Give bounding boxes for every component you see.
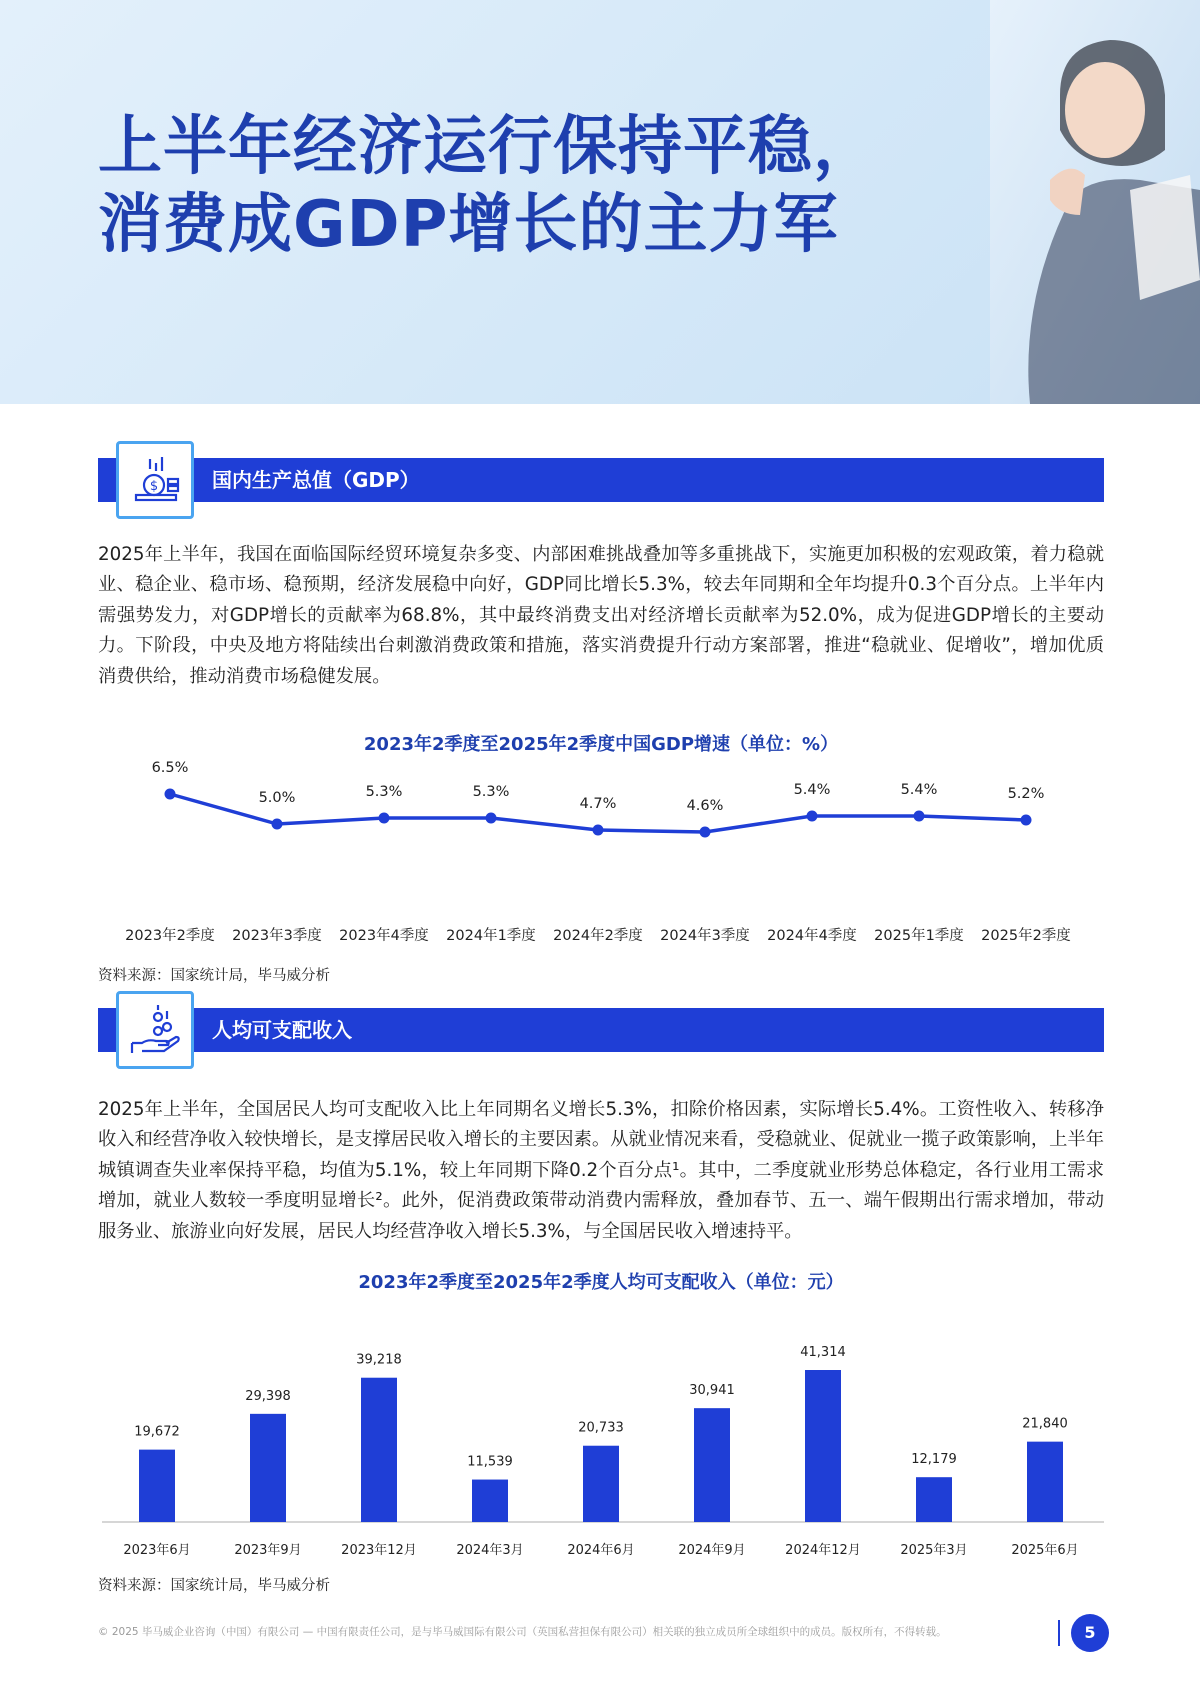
hero-photo bbox=[990, 0, 1200, 404]
gdp-value-label-6: 4.6% bbox=[686, 798, 724, 814]
gdp-paragraph: 2025年上半年，我国在面临国际经贸环境复杂多变、内部困难挑战叠加等多重挑战下，实施更加积极的宏观政策，着力稳就业、稳企业、稳市场、稳预期，经济发展稳中向好，GDP同比增长5.3%，较去年同期和全年均提升0.3个百分点。上半年内需强势发力，对GDP增长的贡献率为68.8%，其中最终消费支出对经济增长贡献率为52.0%，成为促进GDP增长的主要动力。下阶段，中央及地方将陆续出台刺激消费政策和措施，落实消费提升行动方案部署，推进“稳就业、促增收”，增加优质消费供给，推动消费市场稳健发展。 bbox=[98, 544, 1104, 687]
gdp-value-label-7: 5.4% bbox=[793, 782, 831, 798]
gdp-point-2 bbox=[272, 819, 283, 830]
page-title-line-2: 消费成GDP增长的主力军 bbox=[98, 188, 839, 262]
gdp-category-label-5: 2024年2季度 bbox=[553, 928, 643, 944]
income-value-label-2: 29,398 bbox=[245, 1388, 291, 1404]
gdp-point-5 bbox=[593, 825, 604, 836]
gdp-line-chart bbox=[0, 745, 1200, 955]
gdp-category-label-2: 2023年3季度 bbox=[232, 928, 322, 944]
footer-copyright: © 2025 毕马威企业咨询（中国）有限公司 — 中国有限责任公司，是与毕马威国际有限公司（英国私营担保有限公司）相关联的独立成员所全球组织中的成员。版权所有，不得转载。 bbox=[98, 1626, 947, 1638]
gdp-category-label-6: 2024年3季度 bbox=[660, 928, 750, 944]
gdp-category-label-8: 2025年1季度 bbox=[874, 928, 964, 944]
gdp-category-label-3: 2023年4季度 bbox=[339, 928, 429, 944]
gdp-point-7 bbox=[807, 811, 818, 822]
gdp-point-9 bbox=[1021, 815, 1032, 826]
hero-banner bbox=[0, 0, 1200, 404]
gdp-value-label-3: 5.3% bbox=[365, 784, 403, 800]
income-category-label-9: 2025年6月 bbox=[1011, 1543, 1079, 1558]
income-category-label-6: 2024年9月 bbox=[678, 1543, 746, 1558]
section-title-income: 人均可支配收入 bbox=[212, 1018, 352, 1042]
gdp-source: 资料来源：国家统计局，毕马威分析 bbox=[98, 968, 330, 984]
svg-text:$: $ bbox=[149, 479, 159, 494]
income-category-label-5: 2024年6月 bbox=[567, 1543, 635, 1558]
gdp-value-label-5: 4.7% bbox=[579, 796, 617, 812]
income-bar-7 bbox=[805, 1370, 841, 1522]
income-category-label-7: 2024年12月 bbox=[785, 1543, 861, 1558]
income-value-label-7: 41,314 bbox=[800, 1345, 846, 1360]
income-value-label-8: 12,179 bbox=[911, 1452, 957, 1468]
income-category-label-2: 2023年9月 bbox=[234, 1543, 302, 1558]
income-value-label-6: 30,941 bbox=[689, 1383, 735, 1399]
income-bar-4 bbox=[472, 1480, 508, 1522]
gdp-point-1 bbox=[165, 789, 176, 800]
page-title bbox=[98, 108, 878, 264]
gdp-category-label-9: 2025年2季度 bbox=[981, 928, 1071, 944]
page-number: 5 bbox=[1071, 1614, 1109, 1652]
gdp-point-3 bbox=[379, 813, 390, 824]
income-value-label-1: 19,672 bbox=[134, 1424, 180, 1440]
gdp-category-label-1: 2023年2季度 bbox=[125, 928, 215, 944]
page-title-line-1: 上半年经济运行保持平稳， bbox=[98, 110, 878, 184]
income-bar-1 bbox=[139, 1450, 175, 1522]
gdp-value-label-9: 5.2% bbox=[1007, 786, 1045, 802]
income-bar-5 bbox=[583, 1446, 619, 1522]
hand-coins-icon bbox=[116, 991, 194, 1069]
gdp-category-label-4: 2024年1季度 bbox=[446, 928, 536, 944]
income-bar-chart bbox=[0, 1310, 1200, 1560]
income-bar-8 bbox=[916, 1477, 952, 1522]
footer-divider bbox=[1058, 1620, 1060, 1646]
gdp-value-label-4: 5.3% bbox=[472, 784, 510, 800]
income-category-label-8: 2025年3月 bbox=[900, 1543, 968, 1558]
income-value-label-4: 11,539 bbox=[467, 1454, 513, 1470]
income-bar-6 bbox=[694, 1408, 730, 1522]
gdp-chart-title: 2023年2季度至2025年2季度中国GDP增速（单位：%） bbox=[363, 734, 839, 755]
income-bar-2 bbox=[250, 1414, 286, 1522]
gdp-point-4 bbox=[486, 813, 497, 824]
coins-chart-icon bbox=[116, 441, 194, 519]
income-value-label-3: 39,218 bbox=[356, 1352, 402, 1368]
gdp-point-8 bbox=[914, 811, 925, 822]
gdp-value-label-8: 5.4% bbox=[900, 782, 938, 798]
income-category-label-4: 2024年3月 bbox=[456, 1543, 524, 1558]
section-title-gdp: 国内生产总值（GDP） bbox=[212, 468, 420, 492]
income-value-label-5: 20,733 bbox=[578, 1420, 624, 1436]
income-paragraph: 2025年上半年，全国居民人均可支配收入比上年同期名义增长5.3%，扣除价格因素，实际增长5.4%。工资性收入、转移净收入和经营净收入较快增长，是支撑居民收入增长的主要因素。从就业情况来看，受稳就业、促就业一揽子政策影响，上半年城镇调查失业率保持平稳，均值为5.1%，较上年同期下降0.2个百分点¹。其中，二季度就业形势总体稳定，各行业用工需求增加，就业人数较一季度明显增长²。此外，促消费政策带动消费内需释放，叠加春节、五一、端午假期出行需求增加，带动服务业、旅游业向好发展，居民人均经营净收入增长5.3%，与全国居民收入增速持平。 bbox=[98, 1099, 1104, 1242]
income-source: 资料来源：国家统计局，毕马威分析 bbox=[98, 1578, 330, 1594]
income-bar-9 bbox=[1027, 1442, 1063, 1522]
income-category-label-1: 2023年6月 bbox=[123, 1543, 191, 1558]
income-value-label-9: 21,840 bbox=[1022, 1416, 1068, 1432]
income-chart-title: 2023年2季度至2025年2季度人均可支配收入（单位：元） bbox=[358, 1272, 844, 1293]
gdp-category-label-7: 2024年4季度 bbox=[767, 928, 857, 944]
gdp-value-label-1: 6.5% bbox=[151, 760, 189, 776]
gdp-value-label-2: 5.0% bbox=[258, 790, 296, 806]
income-bar-3 bbox=[361, 1378, 397, 1522]
income-category-label-3: 2023年12月 bbox=[341, 1543, 417, 1558]
gdp-point-6 bbox=[700, 827, 711, 838]
